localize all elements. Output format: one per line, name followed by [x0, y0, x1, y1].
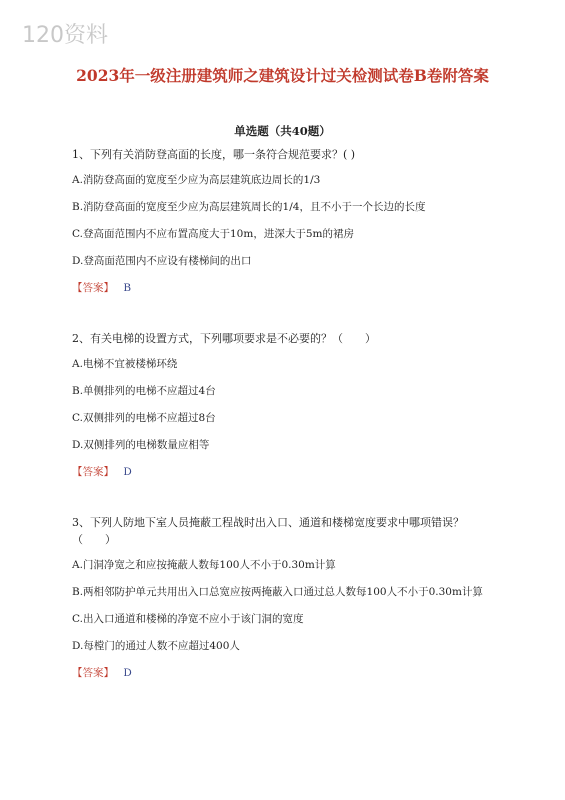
answer-line [72, 465, 502, 480]
question-stem: 2、有关电梯的设置方式，下列哪项要求是不必要的？（ ） [72, 332, 376, 345]
option-a: A.电梯不宜被楼梯环绕 [72, 358, 178, 370]
question-stem: 1、下列有关消防登高面的长度，哪一条符合规范要求？( ) [72, 148, 356, 161]
question-1 [72, 146, 502, 296]
document-title: 2023年一级注册建筑师之建筑设计过关检测试卷B卷附答案 [76, 66, 489, 85]
answer-label: 【答案】 [72, 282, 114, 294]
section-heading: 单选题（共40题） [234, 124, 331, 138]
answer-line [72, 281, 502, 296]
answer-label: 【答案】 [72, 667, 114, 679]
answer-label: 【答案】 [72, 466, 114, 478]
question-2 [72, 330, 502, 480]
option-c: C.出入口通道和楼梯的净宽不应小于该门洞的宽度 [72, 613, 304, 625]
option-b: B.单侧排列的电梯不应超过4台 [72, 385, 216, 397]
option-a: A.门洞净宽之和应按掩蔽人数每100人不小于0.30m计算 [72, 559, 336, 571]
answer-line [72, 666, 502, 681]
answer-value: D [123, 667, 132, 679]
option-c: C.登高面范围内不应布置高度大于10m，进深大于5m的裙房 [72, 228, 354, 240]
option-d: D.每樘门的通过人数不应超过400人 [72, 640, 240, 652]
option-c: C.双侧排列的电梯不应超过8台 [72, 412, 216, 424]
question-3 [72, 514, 502, 681]
option-b: B.两相邻防护单元共用出入口总宽应按两掩蔽入口通过总人数每100人不小于0.30m计算 [72, 586, 483, 598]
answer-value: D [123, 466, 132, 478]
option-d: D.登高面范围内不应设有楼梯间的出口 [72, 255, 252, 267]
option-a: A.消防登高面的宽度至少应为高层建筑底边周长的1/3 [72, 174, 321, 186]
option-b: B.消防登高面的宽度至少应为高层建筑周长的1/4，且不小于一个长边的长度 [72, 201, 426, 213]
question-stem: 3、下列人防地下室人员掩蔽工程战时出入口、通道和楼梯宽度要求中哪项错误？（ ） [72, 516, 464, 546]
option-d: D.双侧排列的电梯数量应相等 [72, 439, 210, 451]
watermark-logo: 120资料 [22, 23, 108, 48]
answer-value: B [123, 282, 132, 294]
